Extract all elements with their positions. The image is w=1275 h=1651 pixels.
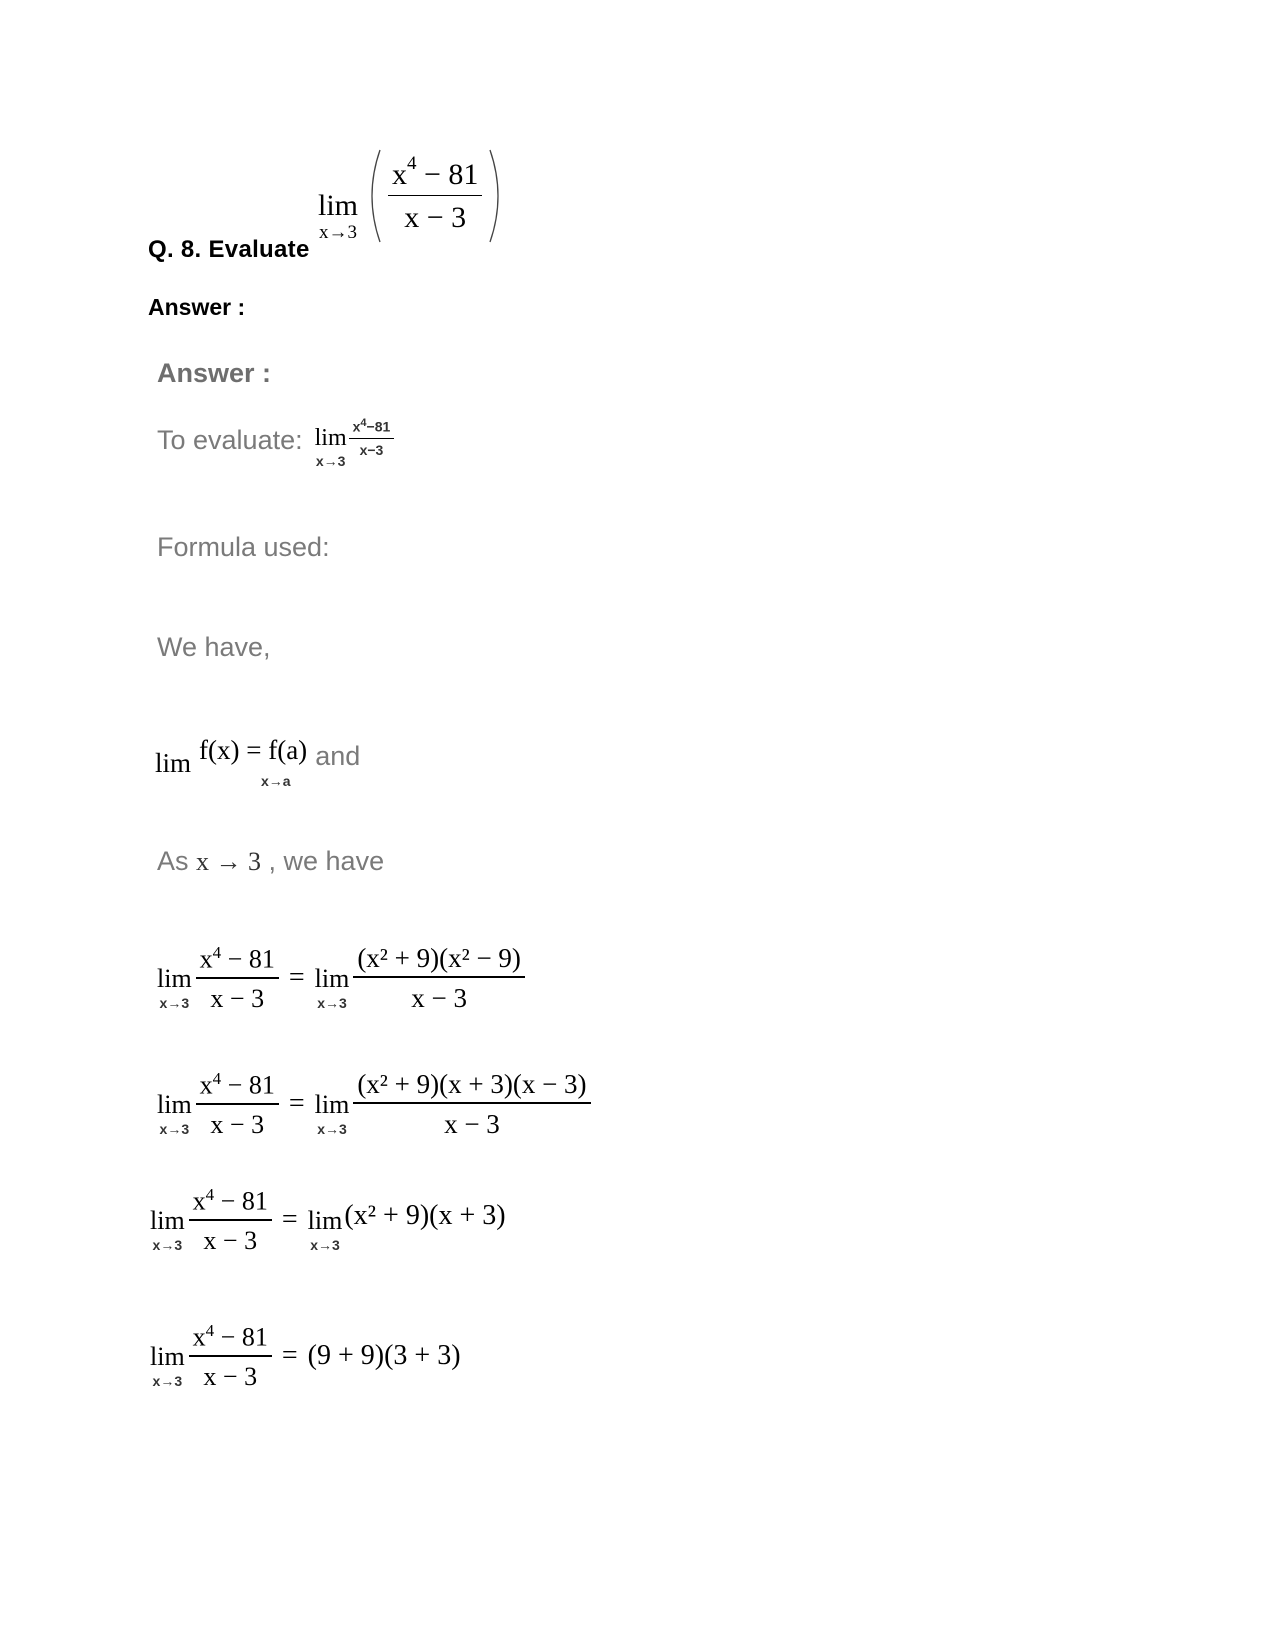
- lim-block: [307, 1205, 343, 1253]
- fraction-numerator: [353, 1070, 590, 1098]
- to-evaluate-line: [157, 412, 394, 468]
- fraction-numerator: [196, 944, 279, 973]
- lim-word: lim: [155, 748, 192, 778]
- lim-subscript: x→3: [310, 1236, 340, 1253]
- lim-block: [315, 966, 350, 1010]
- as-line: As x → 3 , we have: [157, 846, 385, 876]
- numerator-base: x: [192, 1186, 206, 1216]
- formula-line: [155, 730, 361, 789]
- numerator-base: x: [199, 944, 213, 974]
- fraction-denominator: x − 3: [203, 1225, 258, 1255]
- lim-word: lim: [150, 1341, 185, 1371]
- lim-subscript: x→3: [159, 995, 190, 1012]
- lim-subscript: x→3: [319, 221, 357, 243]
- formula-limit: [155, 750, 191, 777]
- fraction-numerator: [189, 1322, 272, 1351]
- fraction: [196, 944, 279, 1012]
- lim-block: [157, 1092, 192, 1136]
- fraction-numerator: [196, 1070, 279, 1099]
- question-limit: [318, 188, 359, 243]
- fraction-bar: [196, 1103, 279, 1105]
- lim-subscript: x→a: [261, 773, 291, 789]
- lim-word: lim: [314, 1090, 350, 1120]
- equals-sign: =: [288, 962, 305, 994]
- step-equation: [157, 944, 525, 1012]
- lim-word: lim: [157, 964, 192, 994]
- question-label: Q. 8. Evaluate: [148, 236, 310, 263]
- lim-subscript: x→3: [317, 1121, 347, 1138]
- lim-word: lim: [314, 964, 350, 994]
- lim-word: lim: [318, 188, 359, 222]
- lim-subscript: x→3: [317, 995, 347, 1012]
- lim-word: lim: [157, 1090, 192, 1120]
- fraction: [189, 1186, 272, 1254]
- question-expression: [318, 148, 510, 244]
- numerator-rest: − 81: [221, 1070, 275, 1100]
- fraction-numerator: $x^4-81$: [352, 417, 391, 436]
- lim-word: lim: [307, 1205, 343, 1235]
- fraction-denominator: x−3: [359, 441, 384, 458]
- lim-subscript: x→3: [152, 1372, 183, 1389]
- formula-used-label: Formula used:: [157, 532, 330, 562]
- fraction-numerator: [189, 1186, 272, 1215]
- lim-block: [150, 1341, 185, 1389]
- lim-word: lim: [314, 425, 347, 451]
- fraction-denominator: x − 3: [444, 1108, 500, 1139]
- fraction-denominator: x − 3: [210, 1109, 265, 1139]
- equals-sign: =: [288, 1088, 305, 1120]
- fraction-denominator: x − 3: [210, 983, 265, 1013]
- step-equation: [150, 1322, 461, 1390]
- fraction-denominator: x − 3: [203, 1361, 258, 1391]
- numerator-exponent: 4: [212, 1069, 222, 1089]
- lim-word: lim: [150, 1205, 185, 1235]
- fraction-bar: [196, 977, 279, 979]
- lim-block: [315, 1092, 350, 1136]
- fraction: [353, 1070, 590, 1138]
- to-evaluate-label: To evaluate:: [157, 424, 303, 455]
- fraction-bar: [353, 976, 525, 978]
- fraction-denominator: x − 3: [411, 982, 467, 1013]
- fraction: [353, 944, 525, 1012]
- lim-subscript: x→3: [152, 1236, 183, 1253]
- lim-subscript: x→3: [315, 453, 346, 469]
- step-equation: [157, 1070, 591, 1138]
- numerator-rest: − 81: [214, 1186, 268, 1216]
- numerator-base: x: [192, 1322, 206, 1352]
- numerator-rest: − 81: [214, 1322, 268, 1352]
- fraction-bar: [189, 1355, 272, 1357]
- solution-heading: Answer :: [157, 358, 272, 388]
- fraction: [196, 1070, 279, 1138]
- we-have-label: We have,: [157, 632, 271, 662]
- fraction-bar: [388, 195, 482, 196]
- rhs-numerator-text: (x² + 9)(x + 3)(x − 3): [357, 1069, 587, 1099]
- equals-sign: =: [281, 1203, 298, 1235]
- rhs-expression: (x² + 9)(x + 3): [344, 1199, 506, 1231]
- to-evaluate-fraction: [349, 418, 395, 457]
- fraction-numerator: $x^4 - 81$: [392, 153, 479, 192]
- lim-block: [157, 966, 192, 1010]
- fraction-bar: [189, 1219, 272, 1221]
- to-evaluate-limit: [315, 426, 347, 468]
- numerator-exponent: 4: [205, 1321, 215, 1340]
- lim-block: [150, 1205, 185, 1253]
- numerator-exponent: 4: [212, 943, 222, 963]
- left-paren-icon: [360, 148, 384, 244]
- numerator-rest: − 81: [221, 944, 275, 974]
- fraction-bar: [353, 1102, 590, 1104]
- fraction-denominator: x − 3: [404, 201, 467, 235]
- fraction: [189, 1322, 272, 1390]
- numerator-exponent: 4: [205, 1185, 215, 1204]
- rhs-numerator-text: (x² + 9)(x² − 9): [357, 943, 521, 973]
- and-text: and: [315, 741, 361, 771]
- fraction-bar: [349, 438, 395, 439]
- equals-sign: =: [281, 1339, 298, 1371]
- right-paren-icon: [486, 148, 510, 244]
- rhs-expression: (9 + 9)(3 + 3): [307, 1339, 461, 1371]
- question-fraction: [388, 153, 482, 235]
- numerator-base: x: [199, 1070, 213, 1100]
- step-equation: [150, 1186, 506, 1254]
- answer-heading: Answer :: [148, 294, 246, 320]
- lim-subscript: x→3: [159, 1121, 190, 1138]
- fraction-numerator: [353, 944, 525, 972]
- formula-lhs: f(x) = f(a) x→a: [199, 735, 308, 789]
